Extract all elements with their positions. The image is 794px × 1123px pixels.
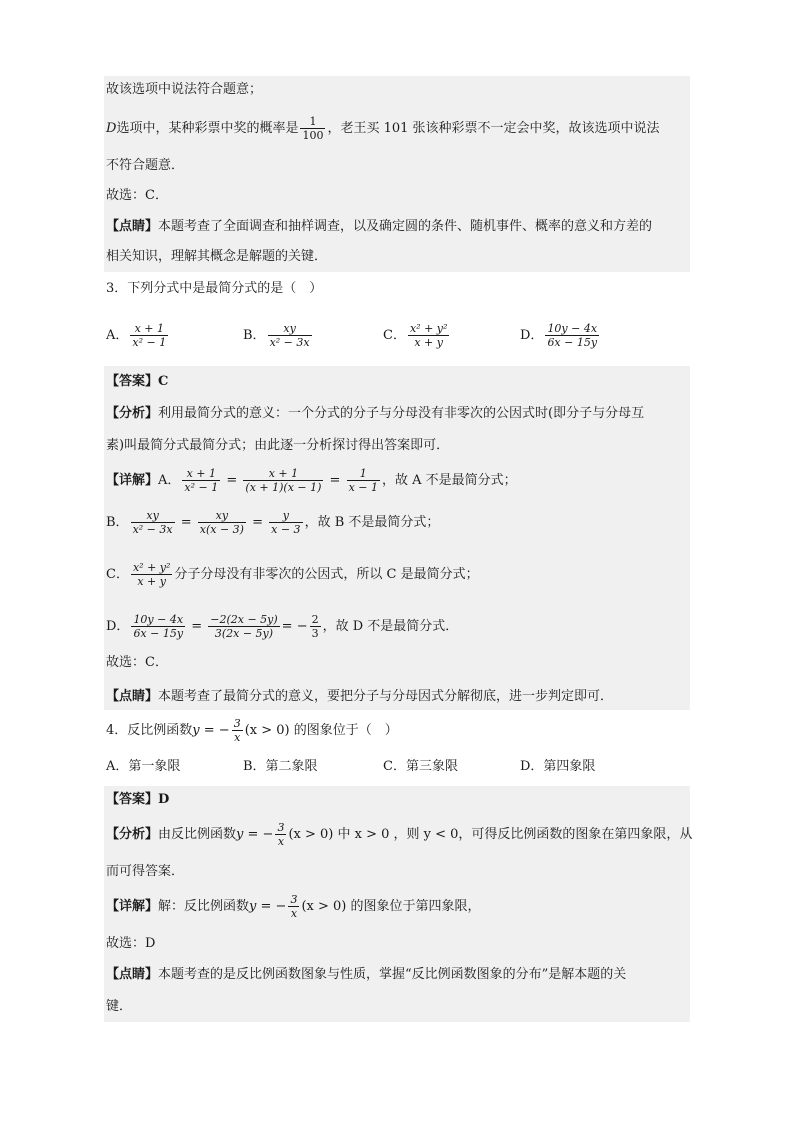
fraction-denominator: x² − 1 (184, 481, 219, 494)
stem-text-a: 4．反比例函数 (106, 723, 193, 738)
comment-text: 本题考查了全面调查和抽样调查，以及确定圆的条件、随机事件、概率的意义和方差的 (158, 219, 653, 234)
fraction (347, 467, 380, 494)
answer-block-q2 (104, 76, 690, 272)
fraction (275, 821, 286, 848)
q3-comment (106, 688, 613, 706)
function-lhs: y = − (236, 827, 274, 842)
q4-option-b: B．第二象限 (243, 759, 318, 774)
fraction-numerator: 2 (311, 613, 319, 626)
q2-text-line-3: 不符合题意． (106, 158, 185, 173)
q4-detail (106, 890, 480, 924)
fraction-denominator: x (232, 730, 243, 744)
q2-choice: 故选：C． (106, 188, 168, 203)
fraction-denominator: 6x − 15y (547, 336, 598, 349)
option-d-label: D (106, 121, 117, 136)
fraction-numerator: x + 1 (186, 467, 217, 480)
analysis-tag: 【分析】 (106, 827, 159, 842)
fraction-denominator: 100 (302, 129, 324, 142)
option-fraction (268, 322, 312, 349)
fraction-denominator: x − 1 (348, 481, 378, 494)
detail-text-b: (x > 0) 的图象位于第四象限， (301, 899, 481, 914)
fraction (182, 467, 220, 494)
q3-option-c (383, 316, 451, 356)
option-fraction (545, 322, 599, 349)
q4-analysis-line-1 (106, 818, 692, 852)
q3-detail-b: B． $\frac{xy}{\text{x² − 3x}}$ = $\frac{xy}{x(x - 3)}$ = $\frac{y}{x - 3}$ ，故 B 不是最简分式； (106, 509, 440, 536)
fraction (131, 613, 185, 640)
fraction (310, 613, 321, 640)
q3-options (106, 316, 666, 356)
fraction (243, 467, 323, 494)
option-label: C． (383, 328, 406, 343)
detail-text-a: 解：反比例函数 (158, 899, 250, 914)
q2-comment-line-1 (106, 218, 652, 236)
option-label: A． (106, 328, 129, 343)
fraction-denominator: (x + 1)(x − 1) (245, 481, 322, 494)
q3-stem: 3．下列分式中是最简分式的是（ ） (106, 281, 323, 296)
fraction (131, 561, 172, 588)
fraction-numerator: 1 (359, 467, 367, 480)
fraction-numerator: xy (146, 509, 159, 522)
q3-detail-a: 【详解】A． $\frac{x + 1}{\text{x² − 1}}$ = $\frac{x + 1}{(x + 1)(x - 1)}$ = $\frac{1}{x - 1}$ ，故 A 不是最简分式； (106, 467, 517, 494)
comment-tag: 【点睛】 (106, 219, 159, 234)
analysis-text-a: 由反比例函数 (158, 827, 237, 842)
fraction-denominator: x(x − 3) (199, 523, 244, 536)
comment-tag: 【点睛】 (106, 689, 159, 704)
q3-option-a (106, 316, 170, 356)
q3-choice: 故选：C． (106, 655, 168, 670)
fraction (208, 613, 279, 640)
fraction-numerator: x + 1 (134, 322, 165, 335)
fraction-denominator: x − 3 (271, 523, 301, 536)
analysis-text-b: (x > 0) 中 x > 0 ，则 y < 0，可得反比例函数的图象在第四象限，从 (288, 827, 693, 842)
fraction-denominator: x² − 3x (269, 336, 310, 349)
q3-detail-c (106, 558, 479, 592)
fraction-numerator: 10y − 4x (547, 322, 598, 335)
detail-label: D． (106, 619, 130, 634)
fraction-denominator: x + y (408, 335, 449, 349)
q2-text-line-1: 故该选项中说法符合题意； (106, 82, 263, 97)
stem-text-b: (x > 0) 的图象位于（ ） (244, 723, 398, 738)
fraction (232, 717, 243, 744)
fraction-numerator: 10y − 4x (133, 613, 184, 626)
fraction-numerator: −2(2x − 5y) (210, 613, 278, 626)
detail-text: ，故 A 不是最简分式； (382, 473, 517, 488)
fraction (288, 893, 299, 920)
detail-label: B． (106, 515, 129, 530)
fraction-denominator: 3 (311, 627, 319, 640)
q4-choice: 故选：D (106, 936, 156, 951)
q4-comment-line-2: 键． (106, 999, 133, 1014)
q2-comment-line-2: 相关知识，理解其概念是解题的关键． (106, 249, 328, 264)
fraction-numerator: xy (283, 322, 296, 335)
q4-answer: 【答案】D (106, 792, 170, 807)
fraction (131, 509, 175, 536)
detail-tag: 【详解】 (106, 899, 159, 914)
q2-d-text-b: ，老王买 101 张该种彩票不一定会中奖，故该选项中说法 (327, 121, 660, 136)
q3-detail-d: D． $\frac{10y - 4x}{6x - 15y}$ = $\frac{-2(2x - 5y)}{3(2x - 5y)}$ = − $\frac{2}{3}$ ，故 D 不是最简分式． (106, 613, 459, 640)
q4-stem (106, 714, 398, 748)
q3-option-d (520, 316, 601, 356)
q3-analysis-line-2: 素)叫最简分式最简分式；由此逐一分析探讨得出答案即可． (106, 438, 450, 453)
detail-text: 分子分母没有非零次的公因式，所以 C 是最简分式； (174, 567, 479, 582)
q3-analysis-line-1 (106, 405, 644, 423)
fraction-numerator: xy (215, 509, 229, 522)
fraction-denominator: 6x − 15y (133, 627, 184, 640)
detail-label: A． (158, 473, 181, 488)
fraction-numerator: x² + y² (132, 561, 171, 574)
function-lhs: y = − (192, 723, 230, 738)
function-lhs: y = − (249, 899, 287, 914)
fraction (269, 509, 302, 536)
fraction-numerator: y (282, 509, 289, 522)
fraction-denominator: x² − 3x (132, 523, 173, 536)
minus-sign: = − (281, 619, 308, 634)
q4-option-d: D．第四象限 (520, 759, 596, 774)
fraction-denominator: x² − 1 (132, 336, 167, 349)
q4-comment-line-1 (106, 966, 626, 984)
comment-text: 本题考查了最简分式的意义，要把分子与分母因式分解彻底，进一步判定即可． (158, 689, 614, 704)
fraction-numerator: 3 (277, 821, 285, 834)
fraction-denominator: x + y (131, 574, 172, 588)
fraction-denominator: x (275, 834, 286, 848)
q4-options (106, 747, 666, 787)
fraction-numerator: x + 1 (268, 467, 299, 480)
detail-label: C． (106, 567, 129, 582)
detail-tag: 【详解】 (106, 473, 159, 488)
fraction-numerator: x² + y² (409, 322, 448, 335)
option-label: D． (520, 328, 544, 343)
q3-option-b (243, 316, 314, 356)
fraction-numerator: 3 (233, 717, 241, 730)
q4-option-a: A．第一象限 (106, 759, 181, 774)
q2-d-text-a: 选项中，某种彩票中奖的概率是 (116, 121, 299, 136)
q4-analysis-line-2: 而可得答案． (106, 864, 185, 879)
detail-text: ，故 B 不是最简分式； (304, 515, 440, 530)
fraction-denominator: 3(2x − 5y) (208, 626, 279, 640)
fraction-numerator: 1 (309, 115, 317, 128)
fraction-denominator: x (288, 906, 299, 920)
probability-fraction (300, 115, 325, 142)
option-fraction (408, 322, 449, 349)
analysis-text: 利用最简分式的意义：一个分式的分子与分母没有非零次的公因式时(即分子与分母互 (158, 406, 645, 421)
option-fraction (130, 322, 168, 349)
fraction-numerator: 3 (290, 893, 298, 906)
fraction (198, 509, 246, 536)
comment-text: 本题考查的是反比例函数图象与性质，掌握“反比例函数图象的分布”是解本题的关 (158, 967, 627, 982)
q2-option-d-line (106, 115, 660, 142)
option-label: B． (243, 328, 266, 343)
q4-option-c: C．第三象限 (383, 759, 458, 774)
comment-tag: 【点睛】 (106, 967, 159, 982)
detail-text: ，故 D 不是最简分式． (322, 619, 459, 634)
q3-answer: 【答案】C (106, 374, 169, 389)
analysis-tag: 【分析】 (106, 406, 159, 421)
